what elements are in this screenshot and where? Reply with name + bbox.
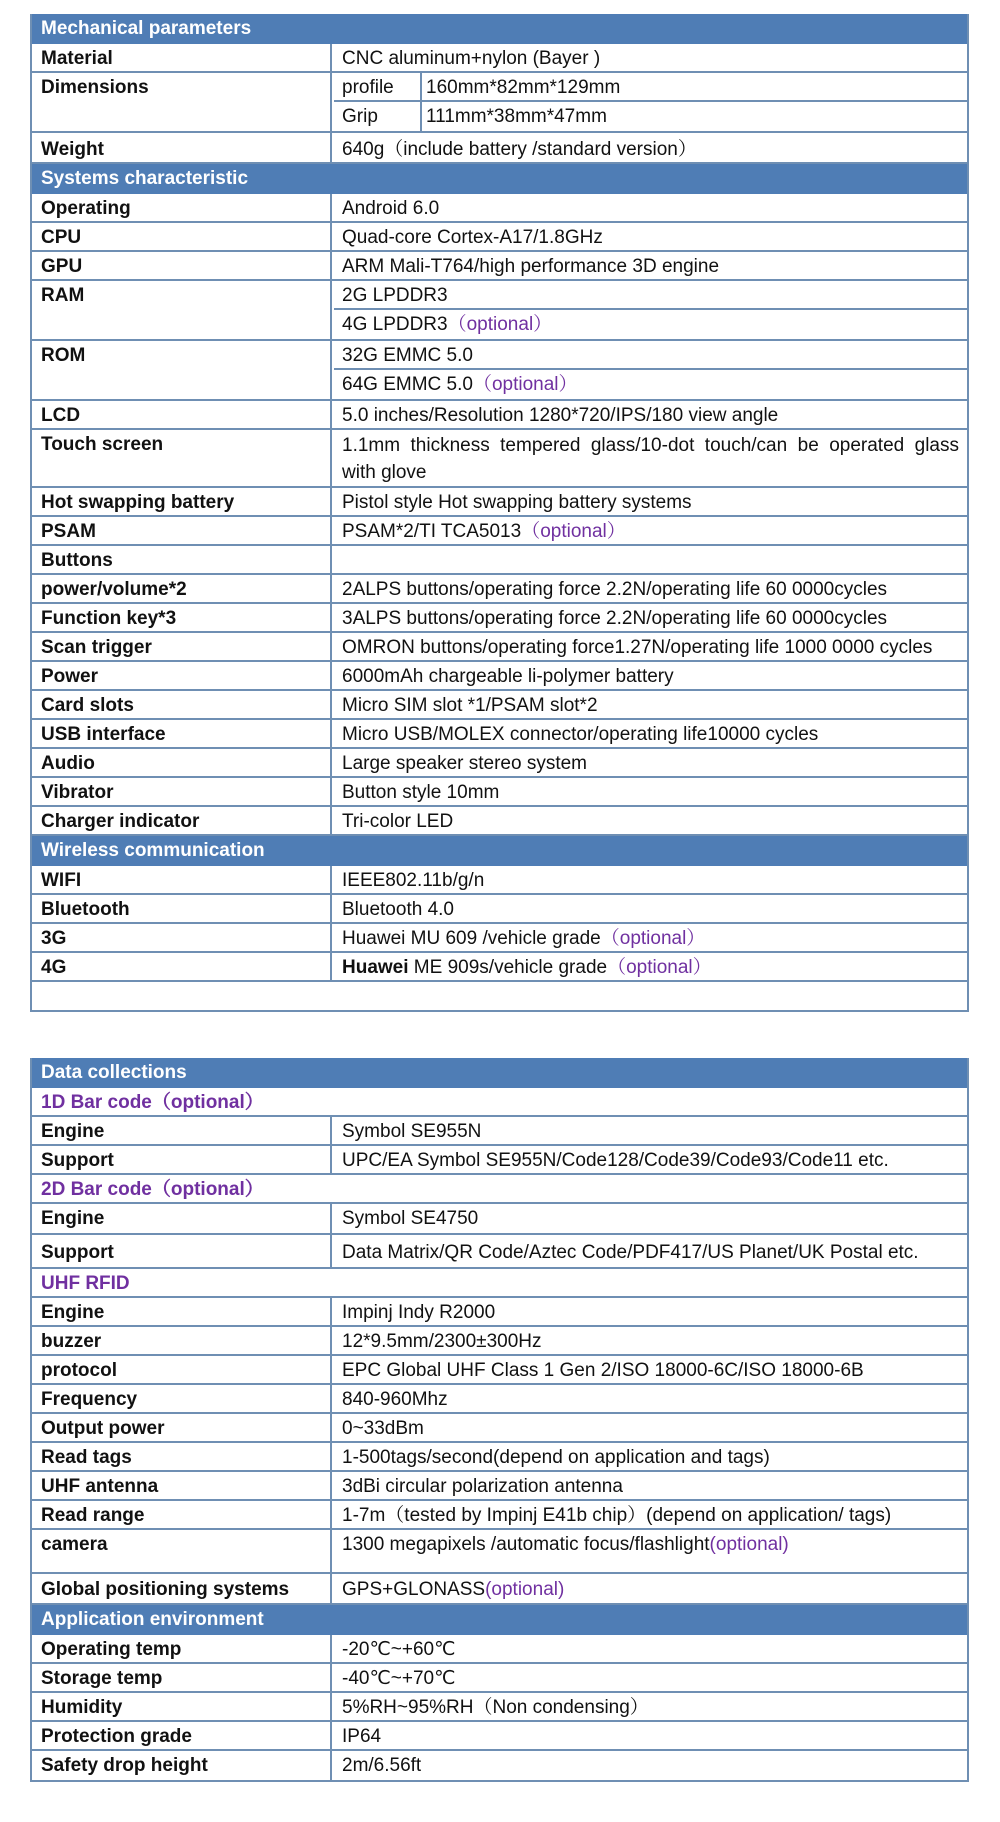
row-material [32,44,967,73]
optional-note: （optional） [447,314,553,335]
value-safety-drop: 2m/6.56ft [342,1755,422,1776]
label-humidity: Humidity [32,1693,332,1720]
value-audio: Large speaker stereo system [342,753,588,774]
row-function-key [32,604,967,633]
label-weight: Weight [32,133,332,162]
value-buzzer: 12*9.5mm/2300±300Hz [342,1331,542,1352]
row-buttons [32,546,967,575]
label-camera: camera [41,1534,108,1555]
value-touch-screen: 1.1mm thickness tempered glass/10-dot touch/can be operated glass with glove [342,435,959,483]
row-uhf-engine [32,1298,967,1327]
row-gps [32,1574,967,1605]
row-dimensions [32,73,967,133]
value-uhf-antenna: 3dBi circular polarization antenna [342,1476,623,1497]
label-1d-support: Support [32,1146,332,1173]
value-storage-temp: -40℃~+70℃ [342,1668,456,1689]
row-touch-screen [32,430,967,488]
row-bluetooth [32,895,967,924]
value-function-key: 3ALPS buttons/operating force 2.2N/operating life 60 0000cycles [342,608,888,629]
value-rom-1: 32G EMMC 5.0 [334,341,967,370]
row-power [32,662,967,691]
value-wifi: IEEE802.11b/g/n [342,870,485,891]
value-cpu: Quad-core Cortex-A17/1.8GHz [342,227,603,248]
value-psam: PSAM*2/TI TCA5013 [342,521,522,542]
label-touch-screen: Touch screen [41,434,164,455]
section-header-environment: Application environment [32,1605,967,1635]
label-storage-temp: Storage temp [32,1664,332,1691]
section-header-systems: Systems characteristic [32,164,967,194]
row-1d-support [32,1146,967,1175]
section-header-mechanical: Mechanical parameters [32,14,967,44]
value-3g: Huawei MU 609 /vehicle grade [342,928,601,949]
optional-note: （optional） [472,374,578,395]
label-1d-engine: Engine [32,1117,332,1144]
row-humidity [32,1693,967,1722]
optional-note: （optional） [607,957,712,978]
row-ram [32,281,967,341]
label-charger-indicator: Charger indicator [32,807,332,834]
section-header-data: Data collections [32,1058,967,1088]
optional-note: （optional） [151,1179,264,1200]
row-2d-engine [32,1204,967,1235]
value-camera: 1300 megapixels /automatic focus/flashlight [342,1534,710,1555]
row-power-volume [32,575,967,604]
row-protection-grade [32,1722,967,1751]
row-read-tags [32,1443,967,1472]
subheader-2d-bar-code [32,1175,967,1204]
row-dimension-grip [334,102,967,131]
value-power: 6000mAh chargeable li-polymer battery [342,666,674,687]
value-ram-2-text: 4G LPDDR3 [342,314,448,335]
label-power-volume: power/volume*2 [32,575,332,602]
value-scan-trigger: OMRON buttons/operating force1.27N/operating life 1000 0000 cycles [342,637,933,658]
value-1d-engine: Symbol SE955N [342,1121,482,1142]
value-power-volume: 2ALPS buttons/operating force 2.2N/operating life 60 0000cycles [342,579,888,600]
label-function-key: Function key*3 [32,604,332,631]
value-operating: Android 6.0 [342,198,440,219]
row-hot-swapping [32,488,967,517]
value-4g: ME 909s/vehicle grade [408,957,608,978]
label-audio: Audio [32,749,332,776]
row-gpu [32,252,967,281]
label-read-tags: Read tags [32,1443,332,1470]
label-buttons: Buttons [32,546,332,573]
row-rom [32,341,967,401]
optional-note: (optional) [485,1579,565,1600]
optional-note: （optional） [521,521,626,542]
value-humidity: 5%RH~95%RH（Non condensing） [342,1697,649,1718]
row-safety-drop [32,1751,967,1780]
row-lcd [32,401,967,430]
label-operating: Operating [32,194,332,221]
subheader-1d-bar-code [32,1088,967,1117]
row-psam [32,517,967,546]
row-2d-support [32,1235,967,1269]
row-4g [32,953,967,982]
value-ram-2 [334,310,967,339]
value-hot-swapping: Pistol style Hot swapping battery systems [342,492,692,513]
label-uhf-antenna: UHF antenna [32,1472,332,1499]
label-grip: Grip [334,102,422,131]
value-profile: 160mm*82mm*129mm [426,77,621,98]
label-gps: Global positioning systems [32,1574,332,1603]
label-frequency: Frequency [32,1385,332,1412]
spec-table-data [30,1058,969,1782]
value-gpu: ARM Mali-T764/high performance 3D engine [342,256,720,277]
label-buzzer: buzzer [32,1327,332,1354]
value-4g-brand: Huawei [342,957,409,978]
value-2d-engine: Symbol SE4750 [342,1208,479,1229]
value-material: CNC aluminum+nylon (Bayer ) [342,48,601,69]
row-read-range [32,1501,967,1530]
row-3g [32,924,967,953]
row-operating [32,194,967,223]
row-wifi [32,866,967,895]
value-1d-support: UPC/EA Symbol SE955N/Code128/Code39/Code93/Code11 etc. [342,1150,889,1171]
row-audio [32,749,967,778]
label-dimensions: Dimensions [41,77,149,98]
label-bluetooth: Bluetooth [32,895,332,922]
row-card-slots [32,691,967,720]
row-1d-engine [32,1117,967,1146]
value-output-power: 0~33dBm [342,1418,424,1439]
value-frequency: 840-960Mhz [342,1389,448,1410]
row-operating-temp [32,1635,967,1664]
label-wifi: WIFI [32,866,332,893]
value-operating-temp: -20℃~+60℃ [342,1639,456,1660]
label-rom: ROM [41,345,86,366]
value-read-tags: 1-500tags/second(depend on application and tags) [342,1447,770,1468]
label-operating-temp: Operating temp [32,1635,332,1662]
label-gpu: GPU [32,252,332,279]
section-header-wireless: Wireless communication [32,836,967,866]
value-rom-2-text: 64G EMMC 5.0 [342,374,473,395]
value-gps: GPS+GLONASS [342,1579,486,1600]
value-card-slots: Micro SIM slot *1/PSAM slot*2 [342,695,598,716]
row-usb-interface [32,720,967,749]
value-usb-interface: Micro USB/MOLEX connector/operating life10000 cycles [342,724,819,745]
optional-note: （optional） [600,928,706,949]
subheader-2d-text: 2D Bar code [41,1179,152,1200]
value-bluetooth: Bluetooth 4.0 [342,899,454,920]
subheader-uhf-rfid: UHF RFID [32,1269,967,1298]
label-lcd: LCD [32,401,332,428]
optional-note: （optional） [151,1092,264,1113]
value-vibrator: Button style 10mm [342,782,500,803]
label-hot-swapping: Hot swapping battery [32,488,332,515]
label-2d-engine: Engine [32,1204,332,1233]
label-ram: RAM [41,285,85,306]
value-protection-grade: IP64 [342,1726,382,1747]
label-usb-interface: USB interface [32,720,332,747]
label-protection-grade: Protection grade [32,1722,332,1749]
label-scan-trigger: Scan trigger [32,633,332,660]
label-4g: 4G [32,953,332,980]
value-2d-support: Data Matrix/QR Code/Aztec Code/PDF417/US Planet/UK Postal etc. [342,1242,919,1263]
label-2d-support: Support [32,1235,332,1267]
label-uhf-engine: Engine [32,1298,332,1325]
row-weight [32,133,967,164]
value-charger-indicator: Tri-color LED [342,811,454,832]
spec-table-device [30,14,969,1012]
optional-note: (optional) [709,1534,789,1555]
row-charger-indicator [32,807,967,836]
subheader-1d-text: 1D Bar code [41,1092,152,1113]
row-storage-temp [32,1664,967,1693]
value-uhf-engine: Impinj Indy R2000 [342,1302,496,1323]
label-psam: PSAM [32,517,332,544]
label-3g: 3G [32,924,332,951]
row-cpu [32,223,967,252]
value-weight: 640g（include battery /standard version） [342,139,697,160]
row-dimension-profile [334,73,967,102]
label-safety-drop: Safety drop height [32,1751,332,1780]
row-uhf-antenna [32,1472,967,1501]
label-output-power: Output power [32,1414,332,1441]
value-lcd: 5.0 inches/Resolution 1280*720/IPS/180 view angle [342,405,779,426]
label-material: Material [32,44,332,71]
row-protocol [32,1356,967,1385]
value-protocol: EPC Global UHF Class 1 Gen 2/ISO 18000-6C/ISO 18000-6B [342,1360,864,1381]
label-profile: profile [334,73,422,100]
label-vibrator: Vibrator [32,778,332,805]
label-cpu: CPU [32,223,332,250]
row-frequency [32,1385,967,1414]
row-empty [32,982,967,1010]
value-ram-1: 2G LPDDR3 [334,281,967,310]
label-power: Power [32,662,332,689]
row-buzzer [32,1327,967,1356]
row-scan-trigger [32,633,967,662]
value-read-range: 1-7m（tested by Impinj E41b chip）(depend on application/ tags) [342,1505,892,1526]
value-grip: 111mm*38mm*47mm [426,106,607,127]
row-camera [32,1530,967,1574]
label-read-range: Read range [32,1501,332,1528]
label-card-slots: Card slots [32,691,332,718]
row-vibrator [32,778,967,807]
label-protocol: protocol [32,1356,332,1383]
value-rom-2 [334,370,967,399]
row-output-power [32,1414,967,1443]
